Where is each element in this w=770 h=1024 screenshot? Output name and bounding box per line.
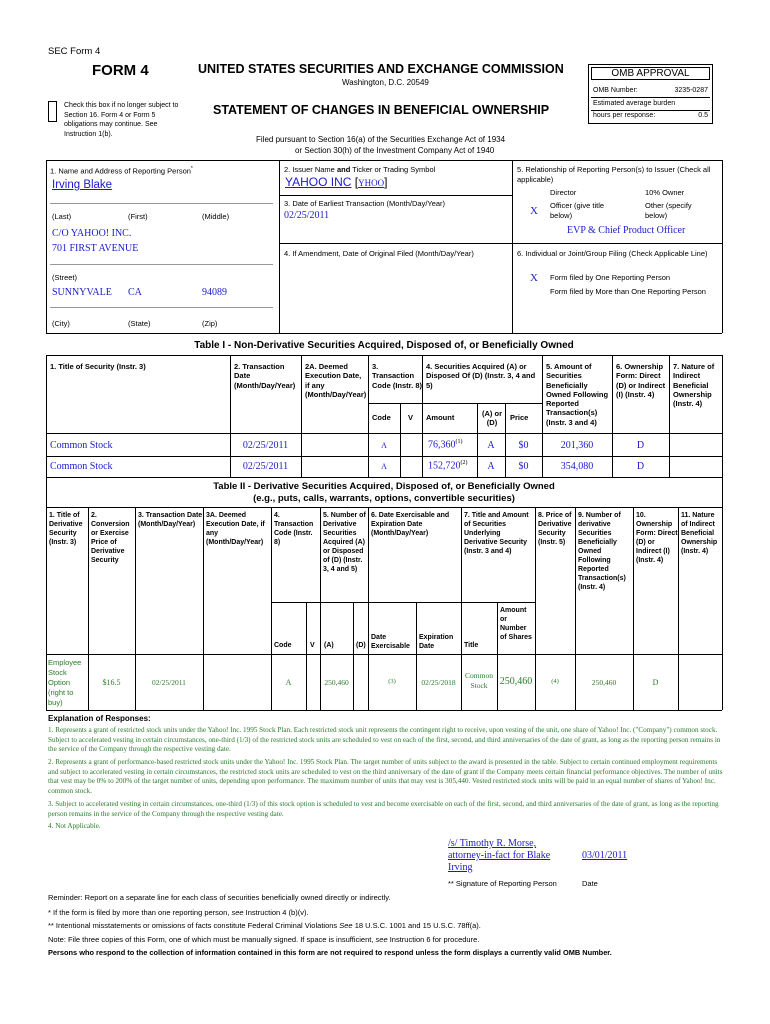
t1-h3: 3. Transaction Code (Instr. 8) — [372, 362, 423, 390]
address-line2: 701 FIRST AVENUE — [52, 243, 139, 254]
t1-price: Price — [510, 413, 529, 422]
box1-label: 1. Name and Address of Reporting Person* — [50, 166, 193, 176]
officer-label: Officer (give title below) — [550, 201, 605, 220]
box5-label: 5. Relationship of Reporting Person(s) to Issuer (Check all applicable) — [517, 165, 711, 184]
t2-r1-title: Employee Stock Option (right to buy) — [48, 658, 82, 707]
address-line1: C/O YAHOO! INC. — [52, 228, 132, 239]
t1-r2-amount: 152,720$^{(2)}$ — [428, 460, 468, 472]
street-label: (Street) — [52, 273, 78, 282]
t1-amount: Amount — [426, 413, 455, 422]
filed-pursuant-2: or Section 30(h) of the Investment Company Act of 1940 — [295, 146, 495, 155]
t1-r2-ad: A — [487, 461, 495, 472]
t2-r1-price8: (4) — [551, 678, 559, 685]
t1-h6: 6. Ownership Form: Direct (D) or Indirect (I) (Instr. 4) — [616, 362, 666, 399]
double-star-note: ** Intentional misstatements or omissions of facts constitute Federal Criminal Violations See 18 U.S.C. 1001 and 15 U.S.C. 78ff(a). — [48, 921, 481, 930]
t2-h3a: 3A. Deemed Execution Date, if any (Month/Day/Year) — [206, 512, 265, 546]
t1-r1-date: 02/25/2011 — [242, 440, 289, 451]
t1-r1-amount: 76,360$^{(1)}$ — [428, 439, 463, 451]
t2-r1-exercisable: (3) — [388, 678, 396, 685]
t1-r1-code: A — [381, 441, 387, 450]
table2-title2: (e.g., puts, calls, warrants, options, convertible securities) — [253, 493, 515, 504]
omb-title: OMB APPROVAL — [591, 67, 710, 80]
omb-approval-box — [588, 64, 713, 124]
omb-number-label: OMB Number: — [593, 87, 638, 94]
commission-title: UNITED STATES SECURITIES AND EXCHANGE COMMISSION — [198, 62, 564, 76]
footnote-1: 1. Represents a grant of restricted stock units under the Yahoo! Inc. 1995 Stock Plan. Each restricted stock unit represents the contingent right to receive, upon vesting of the unit, one share of Yahoo! Inc. ("Company") common stock. Subject to accelerated vesting in certain circumstances, one-third (1/3) of the restricted stock units are scheduled to vest on each of the first, second, and third anniversaries of the date of grant, as long as the reporting person remains in the service of the Company through the respective vesting date. — [48, 726, 721, 753]
box2-label: 2. Issuer Name and Ticker or Trading Symbol — [284, 165, 436, 174]
reporting-person-name-link[interactable]: Irving Blake — [52, 179, 113, 191]
director-label: Director — [550, 188, 577, 197]
t1-h2a: 2A. Deemed Execution Date, if any (Month/Day/Year) — [305, 362, 367, 399]
t2-v: V — [310, 642, 315, 649]
t2-h10: 10. Ownership Form: Direct (D) or Indirect (I) (Instr. 4) — [636, 512, 678, 564]
t2-h8: 8. Price of Derivative Security (Instr. 5) — [538, 512, 572, 546]
table2-title1: Table II - Derivative Securities Acquired, Disposed of, or Beneficially Owned — [213, 481, 555, 492]
file-copies-note: Note: File three copies of this Form, one of which must be manually signed. If space is insufficient, see Instruction 6 for procedure. — [48, 935, 480, 944]
t2-r1-code: A — [285, 678, 292, 687]
t2-d: (D) — [356, 642, 366, 649]
t1-h2: 2. Transaction Date (Month/Day/Year) — [234, 362, 296, 390]
city-value: SUNNYVALE — [52, 287, 112, 298]
zip-label: (Zip) — [202, 319, 218, 328]
explanation-title: Explanation of Responses: — [48, 714, 151, 723]
ten-percent-owner-label: 10% Owner — [645, 188, 685, 197]
state-value: CA — [128, 287, 142, 298]
t1-h5: 5. Amount of Securities Beneficially Owned Following Reported Transaction(s) (Instr. 3 and 4) — [546, 362, 609, 427]
ticker-link[interactable]: YHOO — [358, 178, 385, 188]
t1-r1-ad: A — [487, 440, 495, 451]
t1-v: V — [408, 413, 414, 422]
signature-date: 03/01/2011 — [582, 850, 628, 861]
middle-label: (Middle) — [202, 212, 230, 221]
t2-h1: 1. Title of Derivative Security (Instr. 3) — [49, 512, 83, 546]
t2-h7: 7. Title and Amount of Securities Underlying Derivative Security (Instr. 3 and 4) — [464, 512, 529, 555]
persons-respond-note: Persons who respond to the collection of information contained in this form are not required to respond unless the form displays a currently valid OMB Number. — [48, 948, 612, 957]
t2-date-exercisable: Date Exercisable — [371, 634, 410, 650]
first-label: (First) — [128, 212, 148, 221]
t2-h6: 6. Date Exercisable and Expiration Date (Month/Day/Year) — [371, 512, 450, 537]
t2-r1-expiration: 02/25/2018 — [421, 678, 456, 687]
date-label: Date — [582, 879, 598, 888]
form-title: FORM 4 — [92, 62, 149, 79]
officer-checkmark: X — [530, 205, 538, 217]
t2-expiration: Expiration Date — [419, 634, 454, 650]
t1-r1-price: $0 — [518, 440, 529, 451]
table1-title: Table I - Non-Derivative Securities Acquired, Disposed of, or Beneficially Owned — [194, 340, 574, 351]
t2-h5: 5. Number of Derivative Securities Acquired (A) or Disposed of (D) (Instr. 3, 4 and 5) — [323, 512, 366, 573]
more-persons-label: Form filed by More than One Reporting Person — [550, 287, 706, 296]
issuer-name-link[interactable]: YAHOO INC — [285, 175, 352, 189]
t2-r1-a: 250,460 — [324, 678, 349, 687]
commission-city: Washington, D.C. 20549 — [342, 78, 429, 87]
t1-h1: 1. Title of Security (Instr. 3) — [50, 362, 146, 371]
sec-form-label: SEC Form 4 — [48, 46, 101, 57]
footnote-4: 4. Not Applicable. — [48, 822, 101, 830]
t2-r1-price: $16.5 — [102, 678, 121, 687]
omb-number-value: 3235-0287 — [674, 87, 708, 94]
t2-r1-owned: 250,460 — [591, 678, 617, 687]
t2-code: Code — [274, 642, 292, 649]
state-label: (State) — [128, 319, 151, 328]
one-person-label: Form filed by One Reporting Person — [550, 273, 671, 282]
zip-value: 94089 — [202, 287, 227, 298]
t2-r1-under-title: Common Stock — [465, 671, 493, 690]
t1-r2-code: A — [381, 462, 387, 471]
t2-title: Title — [464, 642, 479, 649]
t2-h3: 3. Transaction Date (Month/Day/Year) — [138, 512, 203, 528]
one-person-checkmark: X — [530, 272, 538, 284]
signature-label: ** Signature of Reporting Person — [448, 879, 557, 888]
t1-r2-title: Common Stock — [50, 461, 113, 472]
t1-r1-title: Common Stock — [50, 440, 113, 451]
t1-r2-date: 02/25/2011 — [242, 461, 289, 472]
box6-label: 6. Individual or Joint/Group Filing (Check Applicable Line) — [517, 249, 708, 258]
star-note: * If the form is filed by more than one reporting person, see Instruction 4 (b)(v). — [48, 908, 309, 917]
t1-r1-owned: 201,360 — [560, 440, 594, 451]
t1-h7: 7. Nature of Indirect Beneficial Ownership (Instr. 4) — [673, 362, 715, 409]
reminder-note: Reminder: Report on a separate line for each class of securities beneficially owned directly or indirectly. — [48, 893, 391, 902]
t2-h11: 11. Nature of Indirect Beneficial Ownership (Instr. 4) — [681, 512, 718, 555]
earliest-transaction-date: 02/25/2011 — [284, 210, 330, 221]
t2-r1-form: D — [652, 678, 659, 687]
t1-r1-form: D — [636, 440, 645, 451]
statement-title: STATEMENT OF CHANGES IN BENEFICIAL OWNERSHIP — [213, 103, 550, 117]
omb-hours-label: hours per response: — [593, 112, 656, 119]
signature-name-link[interactable]: /s/ Timothy R. Morse, attorney-in-fact for Blake Irving — [448, 838, 551, 873]
t1-r2-price: $0 — [518, 461, 529, 472]
issuer-name: YAHOO INC [YHOO] — [285, 175, 388, 189]
t1-h4: 4. Securities Acquired (A) or Disposed Of (D) (Instr. 3, 4 and 5) — [426, 362, 536, 390]
no-longer-subject-checkbox[interactable] — [48, 101, 57, 122]
footnote-2: 2. Represents a grant of performance-based restricted stock units under the Yahoo! Inc. 1995 Stock Plan. The target number of units subject to the award is presented in the table. Subject to certain continued employment requirements and subject to accelerated vesting in certain circumstances, the restricted stock units are scheduled to vest on the third anniversary of the date of grant if the Company meets certain financial performance objectives. The number of units that vest may be 0% to 200% of the target number of units, depending upon performance. The maximum number of units that may vest is 305,440. Vested restricted stock units will be paid in an equal number of shares of Yahoo! Inc. common stock. — [48, 758, 723, 795]
last-label: (Last) — [52, 212, 72, 221]
t2-r1-under-amount: 250,460 — [499, 676, 533, 687]
filed-pursuant-1: Filed pursuant to Section 16(a) of the Securities Exchange Act of 1934 — [256, 135, 506, 144]
box4-label: 4. If Amendment, Date of Original Filed (Month/Day/Year) — [284, 249, 474, 258]
city-label: (City) — [52, 319, 70, 328]
t2-a: (A) — [324, 642, 334, 649]
t1-code: Code — [372, 413, 391, 422]
t1-r2-form: D — [636, 461, 645, 472]
omb-hours-value: 0.5 — [698, 112, 708, 119]
t2-h2: 2. Conversion or Exercise Price of Derivative Security — [91, 512, 130, 564]
footnote-3: 3. Subject to accelerated vesting in certain circumstances, one-third (1/3) of this stock option is scheduled to vest and become exercisable on each of the first, second, and third anniversaries of the date of grant, as long as the reporting person remains in the service of the Company through the respective vesting date. — [48, 800, 719, 818]
checkbox-label: Check this box if no longer subject to Section 16. Form 4 or Form 5 obligations may continue. See Instruction 1(b). — [64, 102, 179, 138]
t1-r2-owned: 354,080 — [560, 461, 594, 472]
officer-title: EVP & Chief Product Officer — [567, 225, 686, 236]
t2-h4: 4. Transaction Code (Instr. 8) — [274, 512, 314, 546]
t2-r1-date: 02/25/2011 — [152, 678, 186, 687]
box3-label: 3. Date of Earliest Transaction (Month/Day/Year) — [284, 199, 446, 208]
t1-aord: (A) or (D) — [482, 409, 502, 428]
t2-amount-shares: Amount or Number of Shares — [500, 607, 532, 641]
other-label: Other (specify below) — [645, 201, 692, 220]
t2-h9: 9. Number of derivative Securities Beneficially Owned Following Reported Transaction(s) (Instr. 4) — [578, 512, 626, 591]
omb-burden-label: Estimated average burden — [593, 100, 676, 107]
